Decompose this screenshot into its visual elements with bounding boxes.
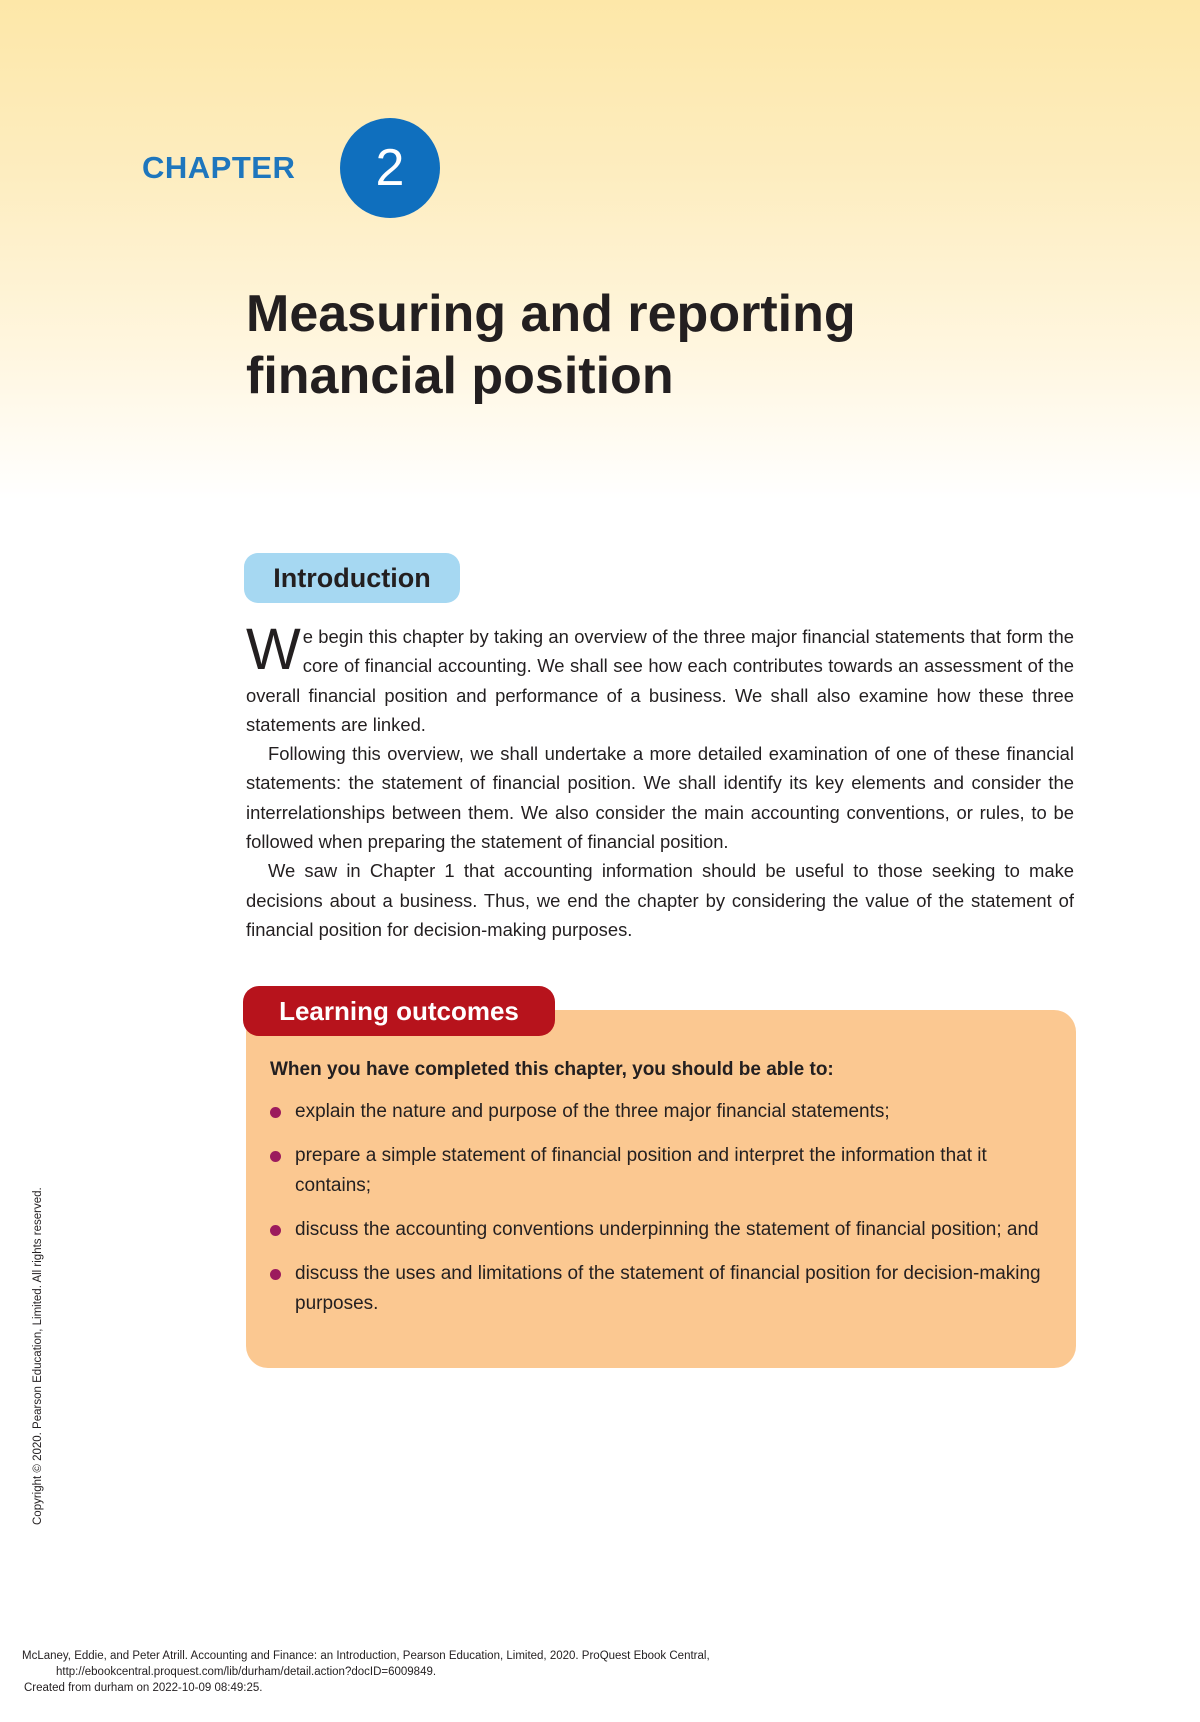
introduction-body (246, 617, 1074, 944)
list-item-text: discuss the accounting conventions underpinning the statement of financial position; and (295, 1219, 1039, 1240)
learning-outcomes-list (268, 1097, 1058, 1333)
list-item-text: discuss the uses and limitations of the statement of financial position for decision-making purposes. (295, 1263, 1041, 1314)
list-item (268, 1259, 1058, 1319)
citation-footer (22, 1648, 1182, 1696)
chapter-number-badge: 2 (340, 118, 440, 218)
intro-paragraph-2: Following this overview, we shall undertake a more detailed examination of one of these financial statements: the statement of financial position. We shall identify its key elements and consider the interrelationships between them. We also consider the main accounting conventions, or rules, to be followed when preparing the statement of financial position. (246, 743, 1074, 853)
list-item-text: prepare a simple statement of financial position and interpret the information that it contains; (295, 1145, 987, 1196)
dropcap-letter: W (246, 617, 301, 682)
learning-outcomes-heading: Learning outcomes (243, 986, 555, 1036)
bullet-icon (270, 1269, 281, 1280)
intro-paragraph-3: We saw in Chapter 1 that accounting information should be useful to those seeking to make decisions about a business. Thus, we end the chapter by considering the value of the statement of financial position for decision-making purposes. (246, 860, 1074, 940)
chapter-title-line2: financial position (246, 347, 674, 405)
list-item (268, 1141, 1058, 1201)
bullet-icon (270, 1225, 281, 1236)
intro-paragraph-1-text: e begin this chapter by taking an overview of the three major financial statements that form the core of financial accounting. We shall see how each contributes towards an assessment of the overall financial position and performance of a business. We shall also examine how these three statements are linked. (246, 626, 1074, 735)
footer-created: Created from durham on 2022-10-09 08:49:25. (24, 1682, 263, 1694)
bullet-icon (270, 1151, 281, 1162)
chapter-title-line1: Measuring and reporting (246, 285, 856, 343)
list-item (268, 1097, 1058, 1127)
footer-url: http://ebookcentral.proquest.com/lib/durham/detail.action?docID=6009849. (56, 1666, 437, 1678)
list-item-text: explain the nature and purpose of the three major financial statements; (295, 1101, 890, 1122)
list-item (268, 1215, 1058, 1245)
learning-outcomes-intro: When you have completed this chapter, you should be able to: (270, 1059, 834, 1080)
bullet-icon (270, 1107, 281, 1118)
intro-paragraph-1 (246, 617, 1074, 739)
introduction-heading: Introduction (244, 553, 460, 603)
chapter-title (246, 283, 1146, 407)
header-background (0, 0, 1200, 500)
footer-citation: McLaney, Eddie, and Peter Atrill. Accounting and Finance: an Introduction, Pearson Education, Limited, 2020. ProQuest Ebook Central, (22, 1650, 710, 1662)
chapter-label: CHAPTER (142, 150, 296, 185)
copyright-note: Copyright © 2020. Pearson Education, Limited. All rights reserved. (32, 1187, 44, 1525)
